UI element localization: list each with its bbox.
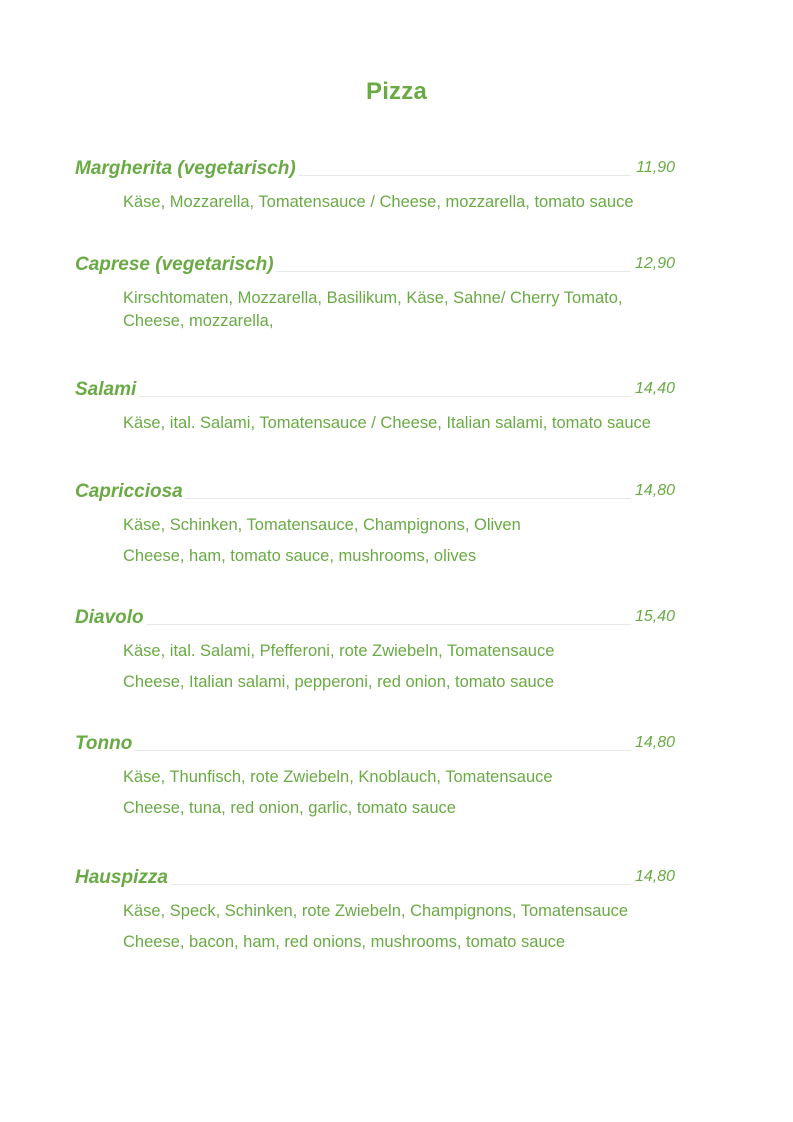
item-description-en: Cheese, tuna, red onion, garlic, tomato sauce [123, 799, 456, 817]
menu-item-tonno [75, 733, 675, 820]
item-name: Salami [75, 379, 137, 400]
menu-item-header [75, 733, 675, 757]
item-price: 15,40 [634, 608, 675, 625]
menu-item-margherita [75, 158, 675, 214]
menu-item-salami [75, 379, 675, 435]
menu-item-diavolo [75, 607, 675, 694]
page-title: Pizza [365, 78, 428, 105]
item-description: Käse, ital. Salami, Tomatensauce / Cheese, Italian salami, tomato sauce [123, 414, 651, 432]
item-description-en: Cheese, bacon, ham, red onions, mushrooms, tomato sauce [123, 933, 566, 951]
item-description-de: Käse, Speck, Schinken, rote Zwiebeln, Champignons, Tomatensauce [123, 902, 629, 920]
item-price: 14,80 [634, 482, 675, 499]
menu-item-header [75, 607, 675, 631]
item-description: Käse, Mozzarella, Tomatensauce / Cheese, mozzarella, tomato sauce [123, 193, 634, 211]
item-description-de: Käse, ital. Salami, Pfefferoni, rote Zwiebeln, Tomatensauce [123, 642, 555, 660]
item-description-de: Käse, Schinken, Tomatensauce, Champignons, Oliven [123, 516, 521, 534]
dotted-leader [75, 396, 631, 397]
dotted-leader [75, 750, 631, 751]
menu-item-header [75, 379, 675, 403]
item-description-en: Cheese, ham, tomato sauce, mushrooms, olives [123, 547, 477, 565]
menu-item-hauspizza [75, 867, 675, 954]
item-name: Hauspizza [75, 867, 168, 888]
item-description: Kirschtomaten, Mozzarella, Basilikum, Käse, Sahne/ Cherry Tomato, Cheese, mozzarella, [123, 289, 623, 330]
menu-item-header [75, 254, 675, 278]
item-price: 11,90 [636, 159, 675, 176]
item-price: 14,40 [634, 380, 675, 397]
item-price: 14,80 [634, 868, 675, 885]
menu-item-caprese [75, 254, 675, 333]
menu-item-header [75, 867, 675, 891]
menu-item-header [75, 158, 675, 182]
item-name: Caprese (vegetarisch) [75, 254, 274, 275]
menu-item-header [75, 481, 675, 505]
item-description-de: Käse, Thunfisch, rote Zwiebeln, Knoblauch, Tomatensauce [123, 768, 553, 786]
item-name: Diavolo [75, 607, 144, 628]
item-description-en: Cheese, Italian salami, pepperoni, red onion, tomato sauce [123, 673, 555, 691]
item-price: 12,90 [634, 255, 675, 272]
item-name: Tonno [75, 733, 133, 754]
item-name: Capricciosa [75, 481, 183, 502]
item-price: 14,80 [634, 734, 675, 751]
item-name: Margherita (vegetarisch) [75, 158, 296, 179]
dotted-leader [75, 624, 631, 625]
menu-item-capricciosa [75, 481, 675, 568]
